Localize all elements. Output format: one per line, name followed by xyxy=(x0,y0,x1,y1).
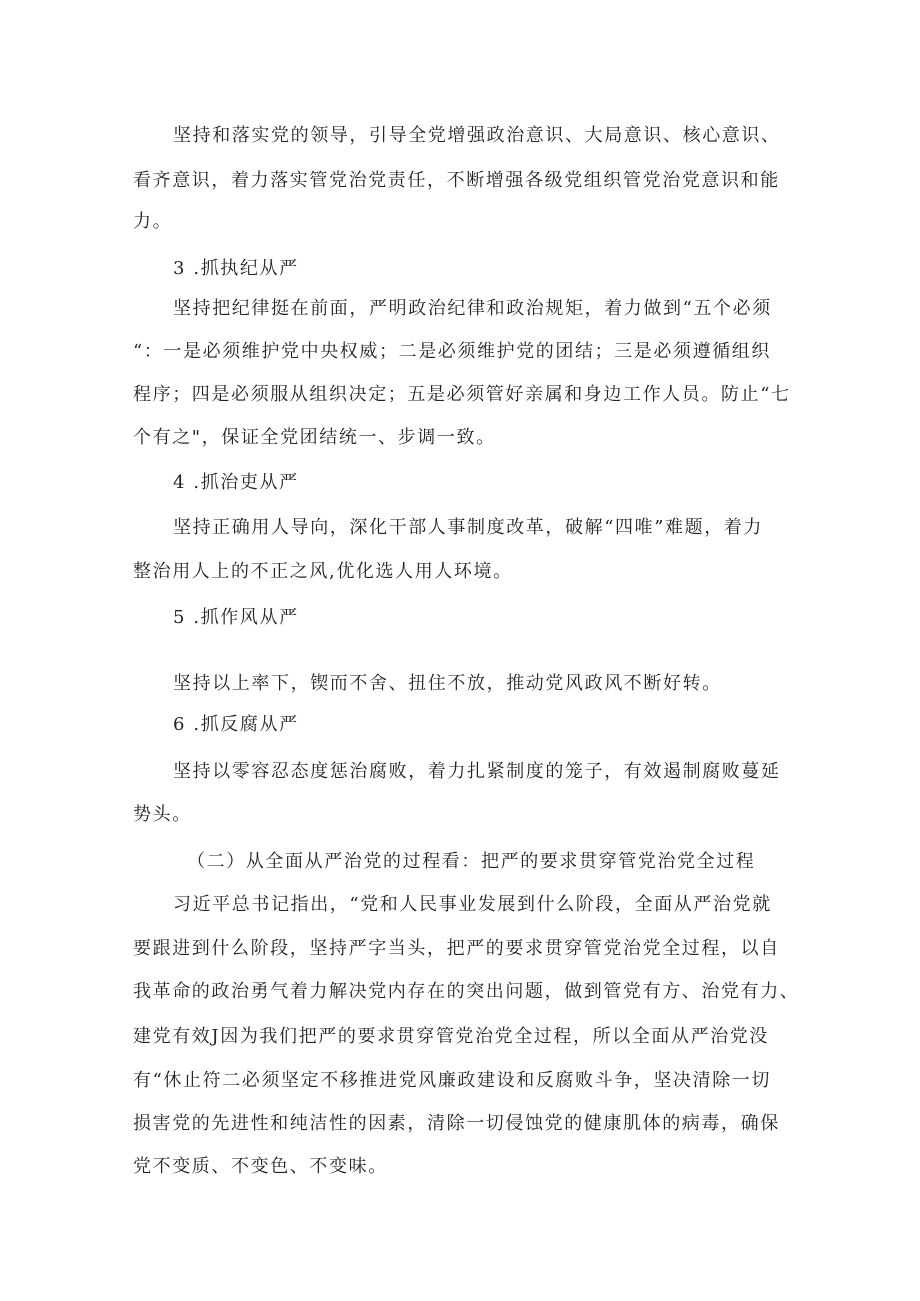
subsection-heading: （二）从全面从严治党的过程看：把严的要求贯穿管党治党全过程 xyxy=(187,851,756,872)
paragraph-line-10: 坚持以上率下，锲而不舍、扭住不放，推动党风政风不断好转。 xyxy=(173,673,722,694)
paragraph-line-15: 我革命的政治勇气着力解决党内存在的突出问题，做到管党有方、治党有力、 xyxy=(133,981,800,1002)
paragraph-line-14: 要跟进到什么阶段，坚持严字当头，把严的要求贯穿管党治党全过程，以自 xyxy=(133,938,780,959)
paragraph-line-9: 整治用人上的不正之风,优化选人用人环境。 xyxy=(133,561,513,582)
paragraph-line-1: 坚持和落实党的领导，引导全党增强政治意识、大局意识、核心意识、 xyxy=(173,125,781,146)
paragraph-line-19: 党不变质、不变色、不变味。 xyxy=(133,1156,388,1177)
section-heading-5: 5 .抓作风从严 xyxy=(173,607,299,628)
paragraph-line-6: 程序；四是必须服从组织决定；五是必须管好亲属和身边工作人员。防止“七 xyxy=(133,384,791,405)
paragraph-line-13: 习近平总书记指出，“党和人民事业发展到什么阶段，全面从严治党就 xyxy=(173,894,772,915)
section-heading-6: 6 .抓反腐从严 xyxy=(173,714,299,735)
paragraph-line-12: 势头。 xyxy=(133,804,192,825)
section-heading-3: 3 .抓执纪从严 xyxy=(173,258,299,279)
paragraph-line-4: 坚持把纪律挺在前面，严明政治纪律和政治规矩，着力做到“五个必须 xyxy=(173,298,772,319)
section-heading-4: 4 .抓治吏从严 xyxy=(173,472,299,493)
paragraph-line-11: 坚持以零容忍态度惩治腐败，着力扎紧制度的笼子，有效遏制腐败蔓延 xyxy=(173,761,781,782)
paragraph-line-7: 个有之"，保证全党团结统一、步调一致。 xyxy=(133,427,496,448)
paragraph-line-8: 坚持正确用人导向，深化干部人事制度改革，破解“四唯”难题，着力 xyxy=(173,517,764,538)
paragraph-line-17: 有“休止符二必须坚定不移推进党风廉政建设和反腐败斗争，坚决清除一切 xyxy=(133,1070,771,1091)
paragraph-line-2: 看齐意识，着力落实管党治党责任，不断增强各级党组织管党治党意识和能 xyxy=(133,170,780,191)
paragraph-line-16: 建党有效J因为我们把严的要求贯穿管党治党全过程，所以全面从严治党没 xyxy=(133,1026,770,1047)
paragraph-line-3: 力。 xyxy=(133,211,173,232)
paragraph-line-5: “：一是必须维护党中央权威；二是必须维护党的团结；三是必须遵循组织 xyxy=(133,341,771,362)
paragraph-line-18: 损害党的先进性和纯洁性的因素，清除一切侵蚀党的健康肌体的病毒，确保 xyxy=(133,1113,780,1134)
